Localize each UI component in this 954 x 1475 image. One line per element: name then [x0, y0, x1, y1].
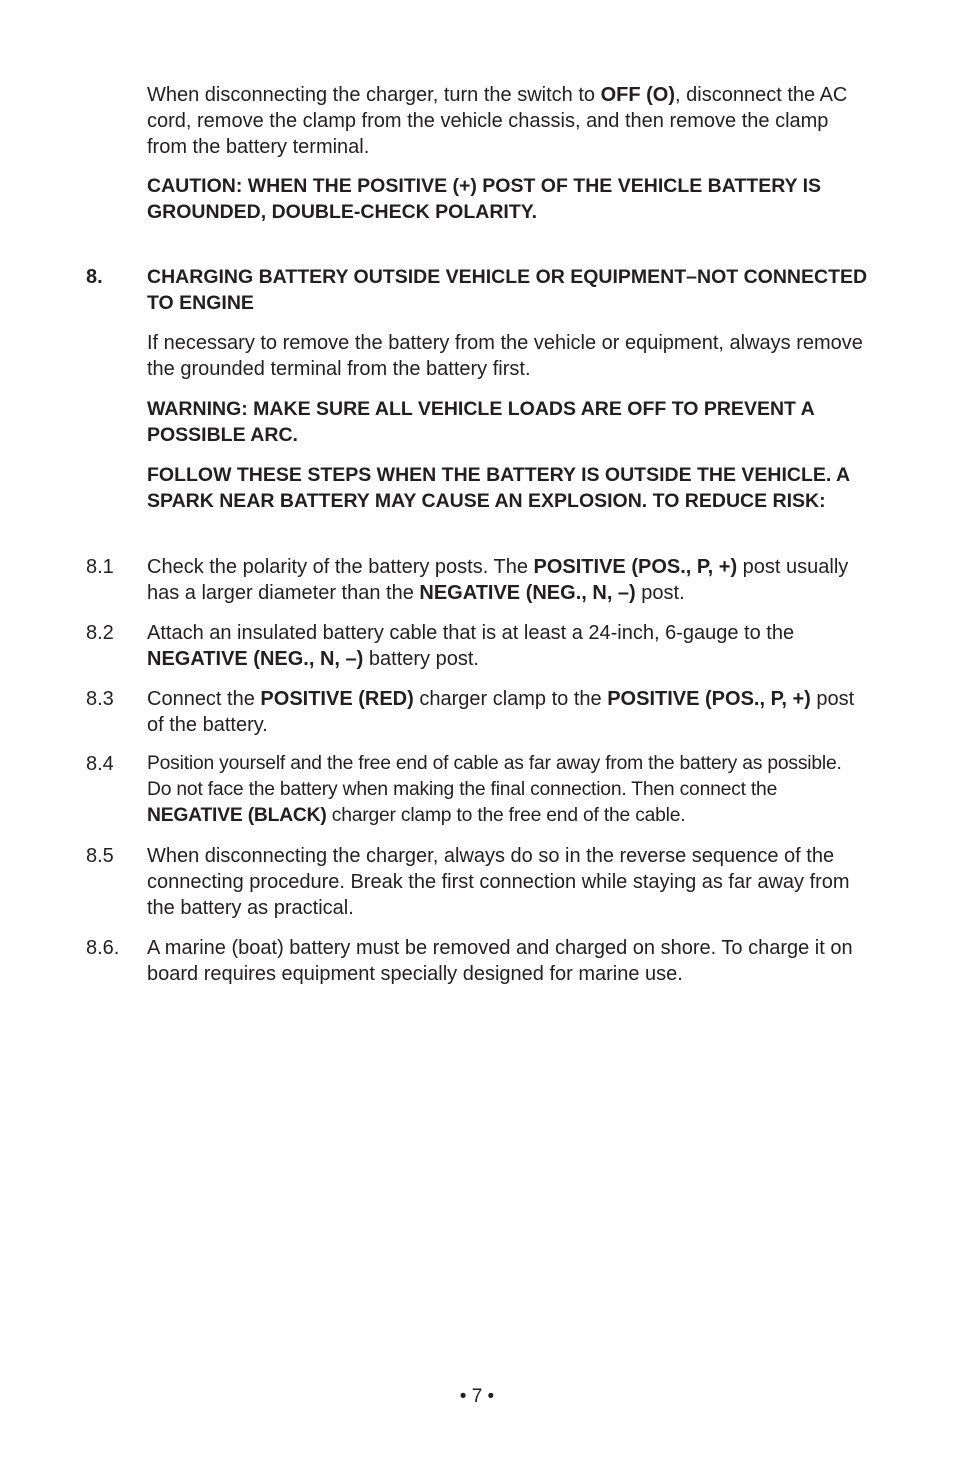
bold-run: POSITIVE (POS., P, +): [533, 556, 738, 578]
step-number: 8.3: [86, 688, 114, 710]
section-heading: CHARGING BATTERY OUTSIDE VEHICLE OR EQUIPMENT–NOT CONNECTED TO ENGINE: [147, 266, 868, 314]
step-8-4: [147, 751, 869, 829]
warning-notice: WARNING: MAKE SURE ALL VEHICLE LOADS ARE OFF TO PREVENT A POSSIBLE ARC.: [147, 398, 814, 446]
bold-run: NEGATIVE (BLACK): [147, 805, 327, 826]
text-run: Connect the: [147, 688, 261, 710]
text-run: Check the polarity of the battery posts. The: [147, 556, 534, 578]
bold-run: NEGATIVE (NEG., N, –): [147, 648, 364, 670]
text-run: post usually has a larger diameter than the: [147, 556, 849, 604]
step-8-1: [147, 554, 869, 606]
step-number: 8.6.: [86, 937, 120, 959]
step-8-3: [147, 686, 869, 738]
section-number: 8.: [86, 266, 103, 288]
text-run: Attach an insulated battery cable that is at least a 24-inch, 6-gauge to the: [147, 622, 795, 644]
caution-notice: CAUTION: WHEN THE POSITIVE (+) POST OF THE VEHICLE BATTERY IS GROUNDED, DOUBLE-CHECK POLARITY.: [147, 175, 822, 223]
step-8-2: [147, 620, 869, 672]
step-8-5: When disconnecting the charger, always do so in the reverse sequence of the connecting procedure. Break the first connection while staying as far away from the battery as practical.: [147, 845, 850, 919]
bold-run: NEGATIVE (NEG., N, –): [419, 582, 636, 604]
text-run: When disconnecting the charger, turn the switch to: [147, 84, 601, 106]
bold-run: OFF (O): [600, 84, 676, 106]
text-run: , disconnect the AC cord, remove the clamp from the vehicle chassis, and then remove the clamp from the battery terminal.: [147, 84, 848, 158]
step-8-6: A marine (boat) battery must be removed and charged on shore. To charge it on board requires equipment specially designed for marine use.: [147, 937, 853, 985]
step-number: 8.1: [86, 556, 114, 578]
step-number: 8.4: [86, 753, 114, 775]
step-number: 8.2: [86, 622, 114, 644]
disconnect-paragraph: [147, 82, 869, 160]
follow-steps-notice: FOLLOW THESE STEPS WHEN THE BATTERY IS OUTSIDE THE VEHICLE. A SPARK NEAR BATTERY MAY CAUSE AN EXPLOSION. TO REDUCE RISK:: [147, 464, 850, 512]
step-number: 8.5: [86, 845, 114, 867]
text-run: battery post.: [363, 648, 479, 670]
remove-battery-paragraph: If necessary to remove the battery from the vehicle or equipment, always remove the grounded terminal from the battery first.: [147, 332, 863, 380]
text-run: charger clamp to the free end of the cable.: [326, 805, 686, 826]
text-run: Position yourself and the free end of cable as far away from the battery as possible. Do not face the battery when making the final connection. Then connect the: [147, 753, 842, 800]
bold-run: POSITIVE (RED): [260, 688, 414, 710]
page-number: • 7 •: [459, 1386, 495, 1407]
bold-run: POSITIVE (POS., P, +): [607, 688, 811, 710]
text-run: charger clamp to the: [413, 688, 608, 710]
text-run: post.: [635, 582, 685, 604]
text-run: post of the battery.: [147, 688, 855, 736]
